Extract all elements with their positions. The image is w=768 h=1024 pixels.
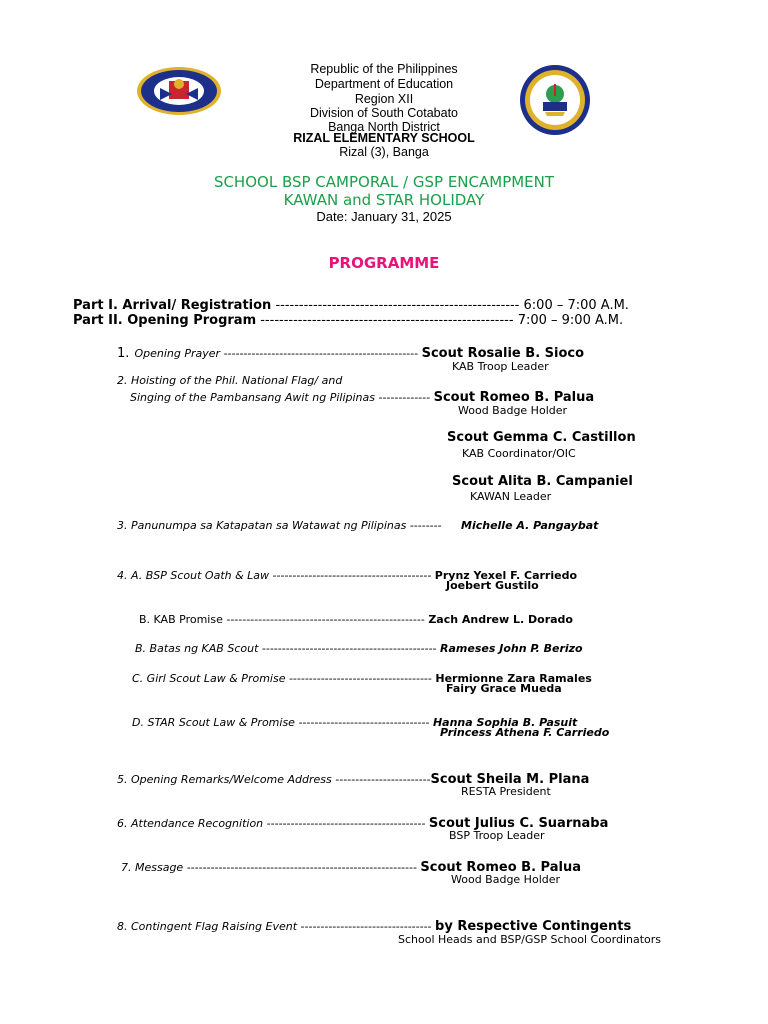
item-8-text: 8. Contingent Flag Raising Event --------------------------------- bbox=[117, 920, 436, 933]
part-1-row bbox=[73, 298, 629, 313]
item-4a-text: 4. A. BSP Scout Oath & Law ---------------------------------------- bbox=[117, 569, 435, 582]
item-4c-text: C. Girl Scout Law & Promise ------------------------------------ bbox=[132, 672, 436, 685]
part-1-label: Part I. Arrival/ Registration bbox=[73, 298, 272, 313]
event-date: Date: January 31, 2025 bbox=[316, 209, 452, 224]
item-4bb-row bbox=[135, 637, 583, 656]
part-1-dashes: ---------------------------------------------------- bbox=[271, 298, 524, 313]
item-4a-name-2: Joebert Gustilo bbox=[446, 579, 539, 592]
item-1-text: Opening Prayer ------------------------------------------------- bbox=[134, 347, 422, 360]
header-division: Division of South Cotabato bbox=[309, 106, 458, 120]
item-7-name: Scout Romeo B. Palua bbox=[420, 860, 581, 875]
item-7-text: 7. Message ---------------------------------------------------------- bbox=[121, 861, 421, 874]
item-2-role-3: KAWAN Leader bbox=[470, 490, 552, 503]
item-5-text: 5. Opening Remarks/Welcome Address ------------------------ bbox=[117, 773, 431, 786]
part-2-dashes: ------------------------------------------------------ bbox=[256, 313, 518, 328]
item-4d-text: D. STAR Scout Law & Promise --------------------------------- bbox=[132, 716, 433, 729]
item-2-name-3: Scout Alita B. Campaniel bbox=[452, 474, 633, 489]
item-5-name: Scout Sheila M. Plana bbox=[430, 772, 590, 787]
item-3-text: 3. Panunumpa sa Katapatan sa Watawat ng Pilipinas -------- bbox=[117, 519, 442, 532]
item-2-role-2: KAB Coordinator/OIC bbox=[462, 447, 576, 460]
item-8-role: School Heads and BSP/GSP School Coordinators bbox=[398, 933, 662, 946]
item-6-role: BSP Troop Leader bbox=[449, 829, 545, 842]
header-school-name: RIZAL ELEMENTARY SCHOOL bbox=[293, 131, 475, 145]
item-4c-name-2: Fairy Grace Mueda bbox=[446, 682, 562, 695]
item-4c-name-1: Hermionne Zara Ramales bbox=[435, 672, 592, 685]
part-2-label: Part II. Opening Program bbox=[73, 313, 257, 328]
event-title-1: SCHOOL BSP CAMPORAL / GSP ENCAMPMENT bbox=[213, 173, 555, 191]
item-4a-name-1: Prynz Yexel F. Carriedo bbox=[434, 569, 578, 582]
event-title-2: KAWAN and STAR HOLIDAY bbox=[283, 191, 485, 209]
item-4d-name-1: Hanna Sophia B. Pasuit bbox=[432, 716, 578, 729]
item-8-name: by Respective Contingents bbox=[435, 919, 632, 934]
item-1-name: Scout Rosalie B. Sioco bbox=[421, 346, 585, 361]
part-2-row bbox=[73, 313, 623, 328]
item-2-name-1: Scout Romeo B. Palua bbox=[433, 390, 595, 405]
header-address: Rizal (3), Banga bbox=[339, 145, 429, 159]
item-8-row bbox=[117, 915, 631, 934]
item-1-row bbox=[117, 342, 584, 361]
programme-title: PROGRAMME bbox=[328, 254, 440, 272]
item-3-name: Michelle A. Pangaybat bbox=[461, 519, 599, 532]
item-2-role-1: Wood Badge Holder bbox=[458, 404, 568, 417]
item-1-role: KAB Troop Leader bbox=[452, 360, 549, 373]
header-department: Department of Education bbox=[314, 77, 454, 91]
item-4bb-text: B. Batas ng KAB Scout -------------------------------------------- bbox=[135, 642, 441, 655]
item-4d-name-2: Princess Athena F. Carriedo bbox=[440, 726, 610, 739]
part-2-time: 7:00 – 9:00 A.M. bbox=[517, 313, 624, 328]
item-4b-text: B. KAB Promise -------------------------------------------------- bbox=[139, 613, 429, 626]
item-6-text: 6. Attendance Recognition ---------------------------------------- bbox=[117, 817, 429, 830]
item-4bb-name: Rameses John P. Berizo bbox=[440, 642, 583, 655]
item-6-name: Scout Julius C. Suarnaba bbox=[428, 816, 609, 831]
header-district: Banga North District bbox=[328, 120, 440, 134]
item-1-number: 1. bbox=[117, 346, 130, 361]
item-2-line1: 2. Hoisting of the Phil. National Flag/ and bbox=[117, 374, 343, 387]
item-2-name-2: Scout Gemma C. Castillon bbox=[447, 430, 636, 445]
item-5-role: RESTA President bbox=[461, 785, 551, 798]
item-4b-row bbox=[139, 608, 573, 627]
header-country: Republic of the Philippines bbox=[310, 62, 458, 76]
item-4b-name: Zach Andrew L. Dorado bbox=[428, 613, 573, 626]
item-7-role: Wood Badge Holder bbox=[451, 873, 561, 886]
header-region: Region XII bbox=[354, 92, 414, 106]
part-1-time: 6:00 – 7:00 A.M. bbox=[523, 298, 629, 313]
item-2-row bbox=[130, 386, 594, 405]
item-2-line2: Singing of the Pambansang Awit ng Pilipinas ------------- bbox=[130, 391, 434, 404]
